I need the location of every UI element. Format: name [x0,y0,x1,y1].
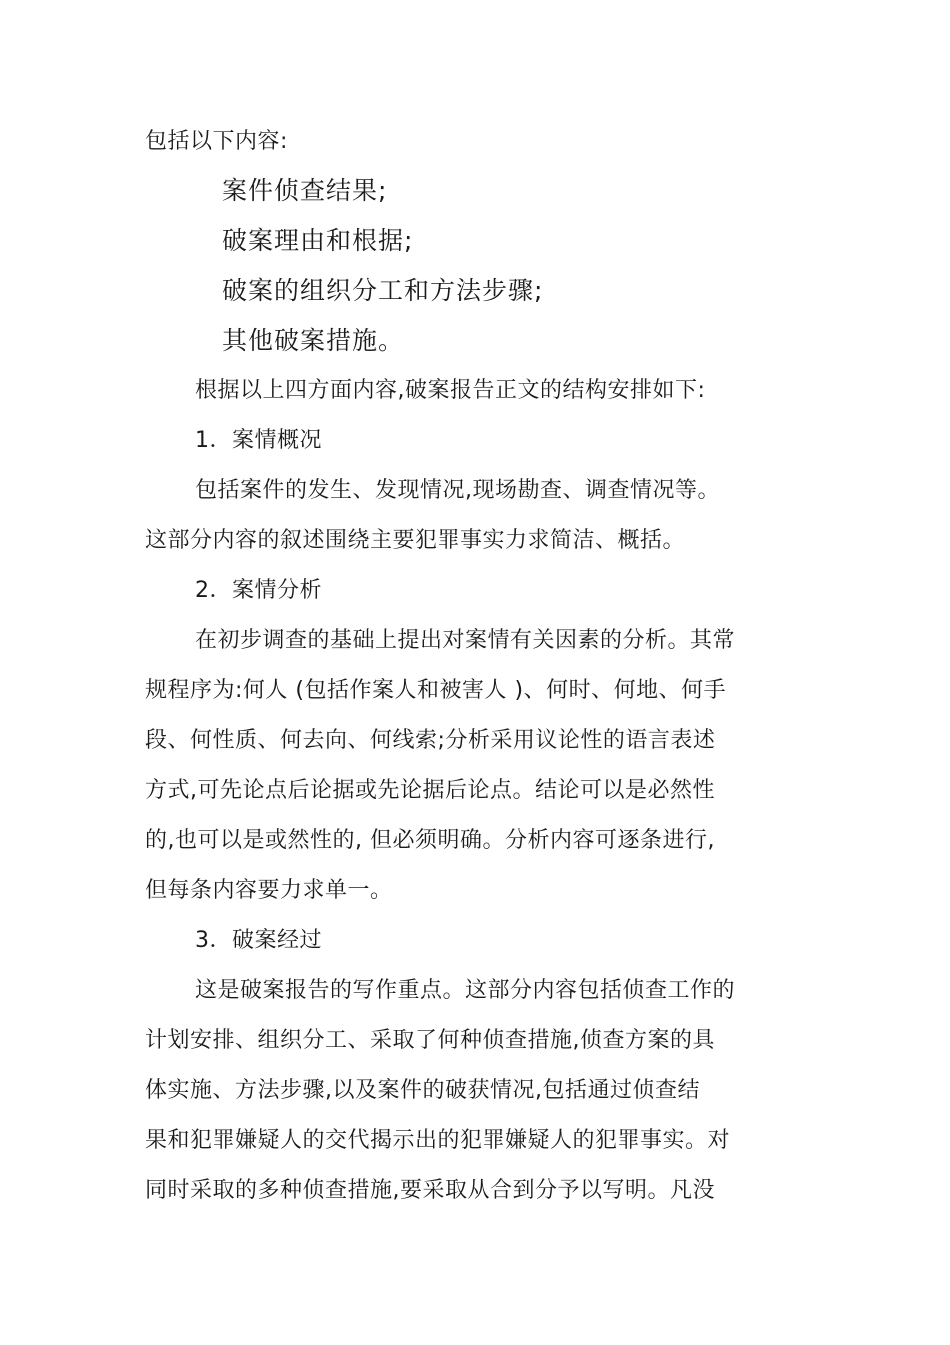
section-heading: 3．破案经过 [195,928,322,953]
paragraph-line: 计划安排、组织分工、采取了何种侦查措施,侦查方案的具 [145,1028,715,1053]
section-heading: 1．案情概况 [195,428,322,453]
text-line: 包括以下内容: [145,129,288,154]
list-item: 破案的组织分工和方法步骤; [222,276,544,305]
list-item: 破案理由和根据; [222,226,414,255]
paragraph-line: 包括案件的发生、发现情况,现场勘查、调查情况等。 [195,478,720,503]
paragraph-line: 体实施、方法步骤,以及案件的破获情况,包括通过侦查结 [145,1078,700,1103]
list-item: 案件侦查结果; [222,176,388,205]
paragraph-line: 根据以上四方面内容,破案报告正文的结构安排如下: [195,378,706,403]
paragraph-line: 果和犯罪嫌疑人的交代揭示出的犯罪嫌疑人的犯罪事实。对 [145,1128,731,1153]
paragraph-line: 但每条内容要力求单一。 [145,878,393,903]
section-heading: 2．案情分析 [195,578,322,603]
paragraph-line: 的,也可以是或然性的, 但必须明确。分析内容可逐条进行, [145,828,715,853]
paragraph-line: 规程序为:何人 (包括作案人和被害人 )、何时、何地、何手 [145,678,727,703]
paragraph-line: 在初步调查的基础上提出对案情有关因素的分析。其常 [195,628,736,653]
paragraph-line: 这部分内容的叙述围绕主要犯罪事实力求简洁、概括。 [145,528,686,553]
paragraph-line: 方式,可先论点后论据或先论据后论点。结论可以是必然性 [145,778,715,803]
list-item: 其他破案措施。 [222,326,405,355]
paragraph-line: 这是破案报告的写作重点。这部分内容包括侦查工作的 [195,978,736,1003]
paragraph-line: 段、何性质、何去向、何线索;分析采用议论性的语言表述 [145,728,716,753]
paragraph-line: 同时采取的多种侦查措施,要采取从合到分予以写明。凡没 [145,1178,715,1203]
